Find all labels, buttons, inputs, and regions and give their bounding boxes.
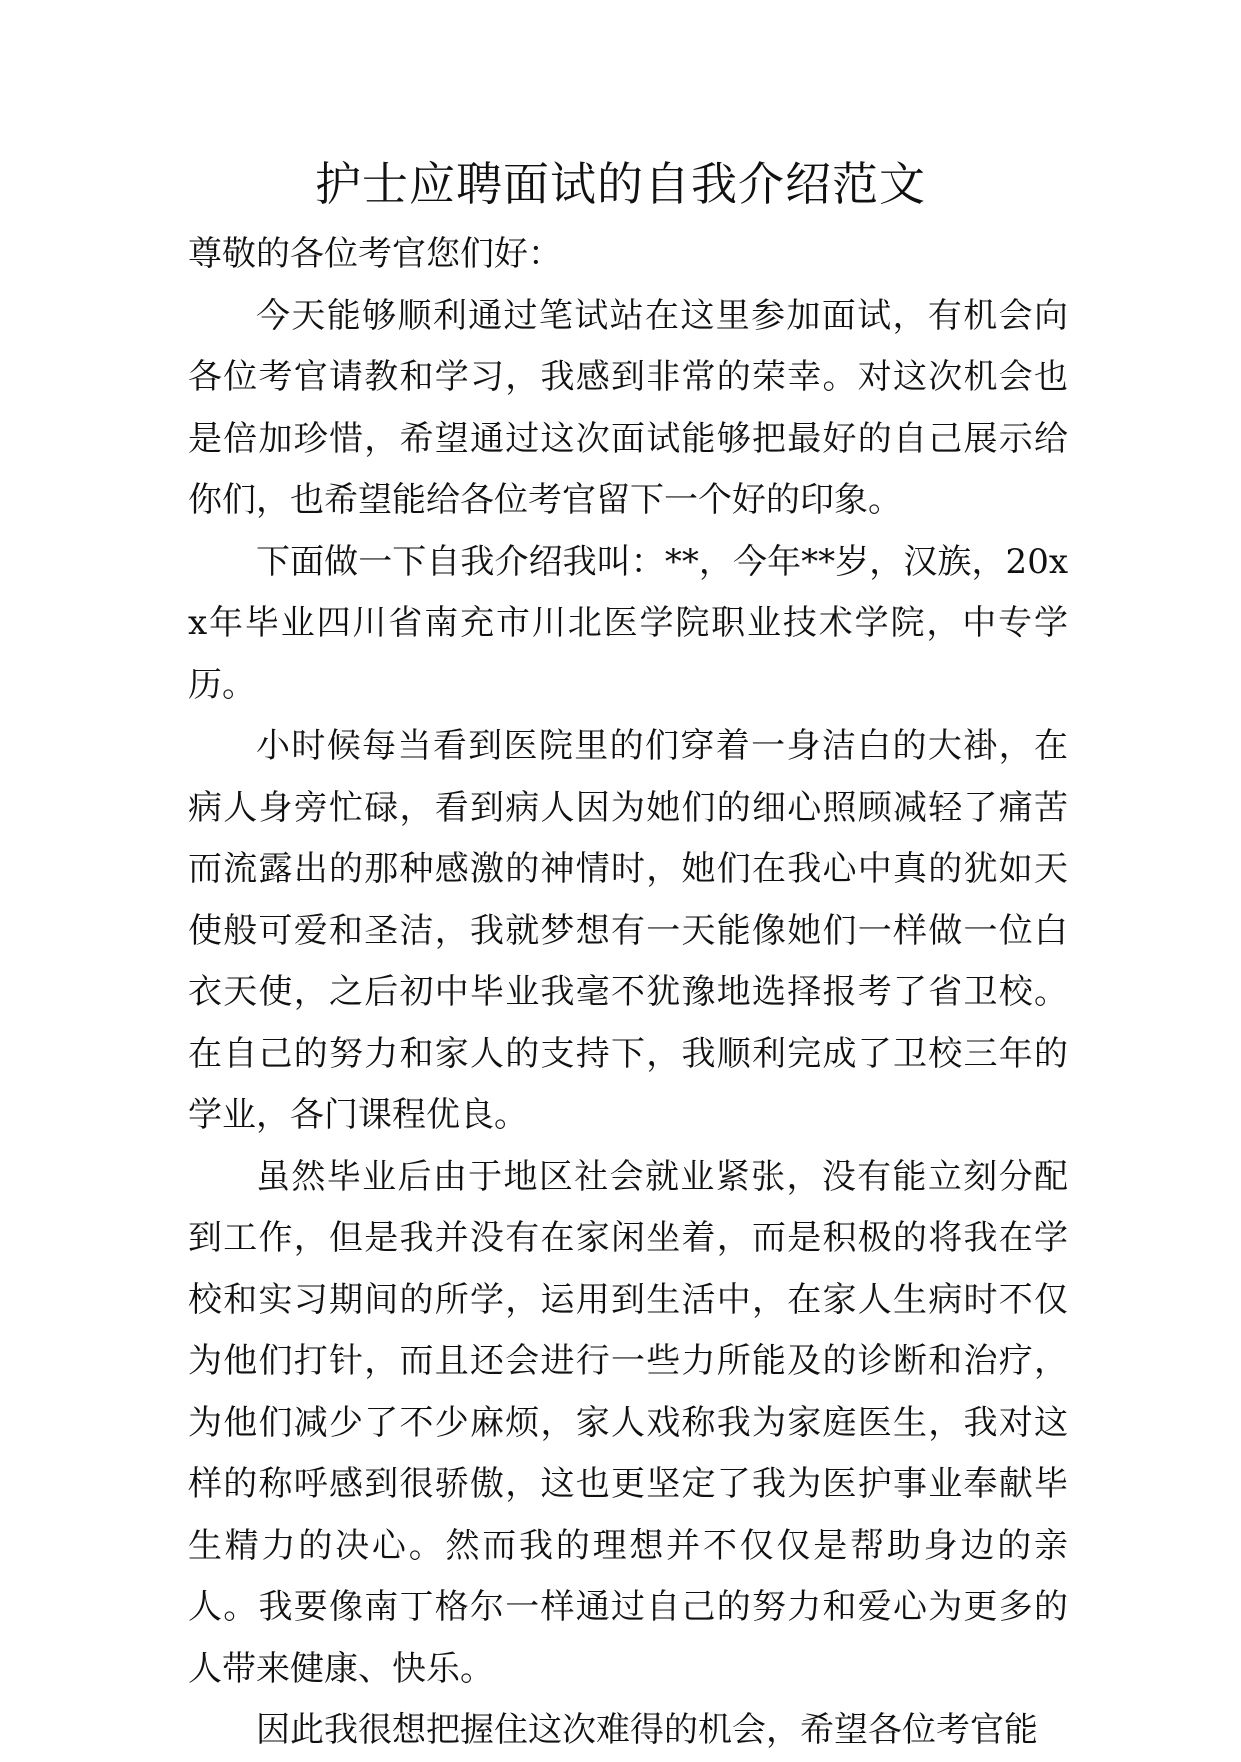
body-paragraph-2: 下面做一下自我介绍我叫：**，今年**岁，汉族，20xx年毕业四川省南充市川北医学院职业技术学院，中专学历。 <box>188 541 1068 705</box>
body-paragraph-1: 今天能够顺利通过笔试站在这里参加面试，有机会向各位考官请教和学习，我感到非常的荣幸。对这次机会也是倍加珍惜，希望通过这次面试能够把最好的自己展示给你们，也希望能给各位考官留下一个好的印象。 <box>188 295 1068 520</box>
body-paragraph-3: 小时候每当看到医院里的们穿着一身洁白的大褂，在病人身旁忙碌，看到病人因为她们的细心照顾减轻了痛苦而流露出的那种感激的神情时，她们在我心中真的犹如天使般可爱和圣洁，我就梦想有一天能像她们一样做一位白衣天使，之后初中毕业我毫不犹豫地选择报考了省卫校。在自己的努力和家人的支持下，我顺利完成了卫校三年的学业，各门课程优良。 <box>188 726 1068 1135</box>
document-title: 护士应聘面试的自我介绍范文 <box>315 157 926 211</box>
document-body <box>188 224 1068 1762</box>
greeting-paragraph: 尊敬的各位考官您们好： <box>188 234 562 274</box>
body-paragraph-5: 因此我很想把握住这次难得的机会，希望各位考官能 <box>256 1710 1038 1750</box>
body-paragraph-4: 虽然毕业后由于地区社会就业紧张，没有能立刻分配到工作，但是我并没有在家闲坐着，而是积极的将我在学校和实习期间的所学，运用到生活中，在家人生病时不仅为他们打针，而且还会进行一些力所能及的诊断和治疗，为他们减少了不少麻烦，家人戏称我为家庭医生，我对这样的称呼感到很骄傲，这也更坚定了我为医护事业奉献毕生精力的决心。然而我的理想并不仅仅是帮助身边的亲人。我要像南丁格尔一样通过自己的努力和爱心为更多的人带来健康、快乐。 <box>188 1156 1068 1689</box>
